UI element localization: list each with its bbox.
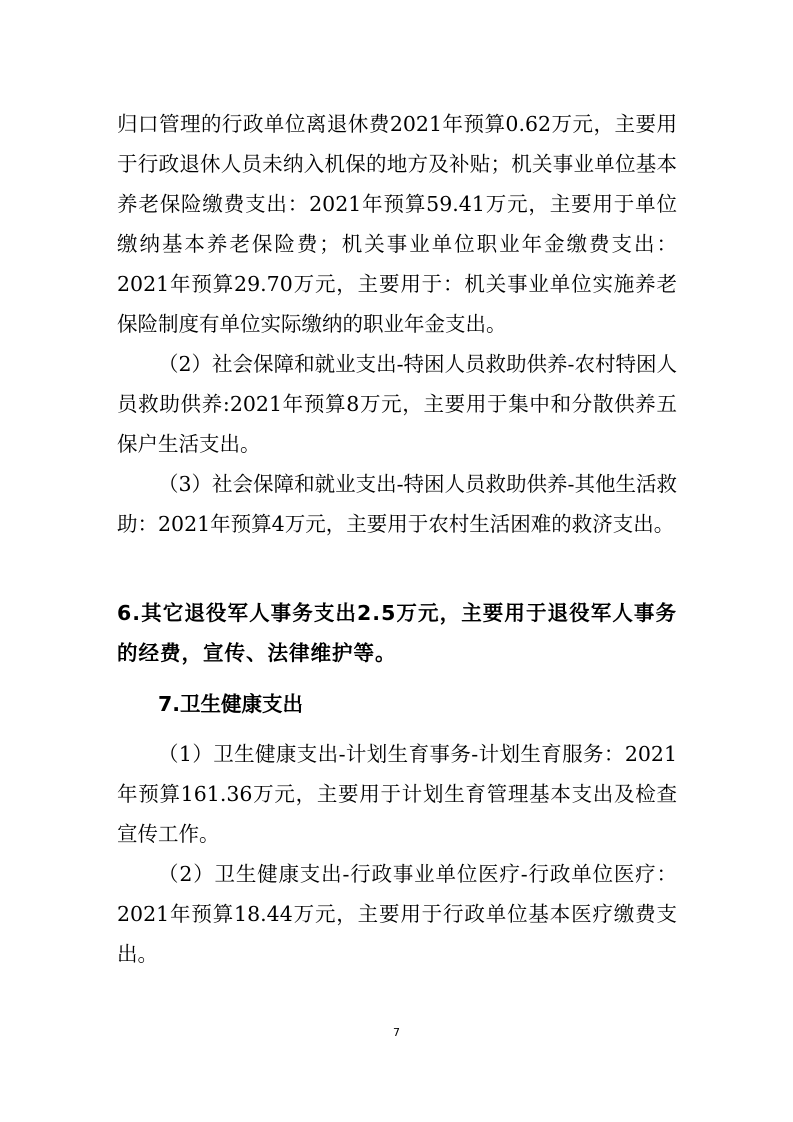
section-heading-health-expenditure: 7.卫生健康支出 [158,692,304,716]
page-number: 7 [393,1026,400,1039]
paragraph-retirement-pension: 归口管理的行政单位离退休费2021年预算0.62万元，主要用于行政退休人员未纳入机保的地方及补贴；机关事业单位基本养老保险缴费支出：2021年预算59.41万元，主要用于单位缴纳基本养老保险费；机关事业单位职业年金缴费支出：2021年预算29.70万元，主要用于：机关事业单位实施养老保险制度有单位实际缴纳的职业年金支出。 [117,112,677,336]
paragraph-veterans-affairs-expenditure: 6.其它退役军人事务支出2.5万元，主要用于退役军人事务的经费，宣传、法律维护等。 [117,601,677,665]
paragraph-family-planning-services: （1）卫生健康支出-计划生育事务-计划生育服务：2021年预算161.36万元，主要用于计划生育管理基本支出及检查宣传工作。 [117,742,677,846]
paragraph-rural-special-hardship-support: （2）社会保障和就业支出-特困人员救助供养-农村特困人员救助供养:2021年预算8万元，主要用于集中和分散供养五保户生活支出。 [117,352,677,456]
paragraph-other-living-assistance: （3）社会保障和就业支出-特困人员救助供养-其他生活救助：2021年预算4万元，主要用于农村生活困难的救济支出。 [117,472,677,536]
paragraph-administrative-medical-care: （2）卫生健康支出-行政事业单位医疗-行政单位医疗：2021年预算18.44万元，主要用于行政单位基本医疗缴费支出。 [117,862,677,966]
